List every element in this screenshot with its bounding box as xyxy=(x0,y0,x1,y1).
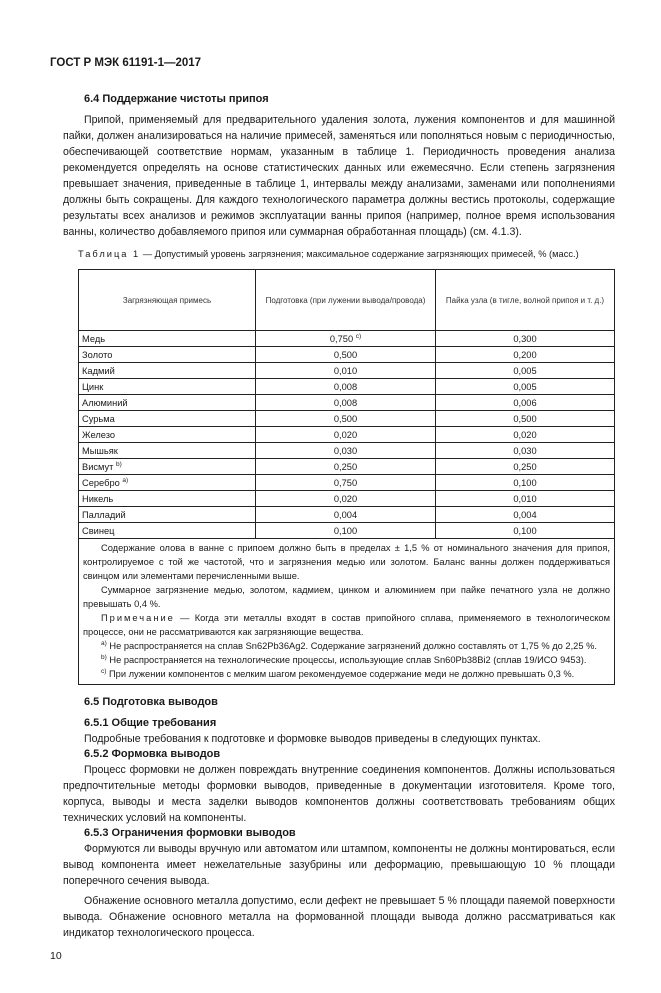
table-caption xyxy=(78,248,615,261)
value: 0,008 xyxy=(333,397,358,408)
footnote-mark: b) xyxy=(116,460,122,468)
table-row xyxy=(79,523,615,539)
contaminant-name xyxy=(79,507,256,523)
value: 0,750 xyxy=(329,333,354,344)
footnote-mark: c) xyxy=(101,667,107,675)
prep-value xyxy=(256,379,436,395)
contaminant-label: Золото xyxy=(82,349,113,360)
paragraph: Формуются ли выводы вручную или автоматом или штампом, компоненты не должны монтироваться, если вывод компонента имеет нежелательные зазубрины или деформацию, превышающую 10 % площади поперечного сечения вывода. xyxy=(63,843,615,887)
table-label: Таблица 1 xyxy=(78,249,141,259)
value: 0,750 xyxy=(333,477,358,488)
contaminant-name xyxy=(79,363,256,379)
table-row xyxy=(79,363,615,379)
contaminant-name xyxy=(79,411,256,427)
table-row xyxy=(79,443,615,459)
prep-value xyxy=(256,427,436,443)
table-notes xyxy=(79,539,615,685)
note: Содержание олова в ванне с припоем должно быть в пределах ± 1,5 % от номинального значения для припоя, контролируемое с той же частотой, что и загрязнения медью или золотом. Баланс ванны должен поддерживаться свинцом или элементами перечисленными выше. xyxy=(83,543,610,581)
value: 0,030 xyxy=(333,445,358,456)
section-title: 6.5 Подготовка выводов xyxy=(84,696,218,708)
solder-value: 0,010 xyxy=(436,491,615,507)
footnote-mark: c) xyxy=(355,332,362,340)
table-row xyxy=(79,331,615,347)
footnote-text: Не распространяется на технологические процессы, использующие сплав Sn60Pb38Bi2 (сплав 19/ИСО 9453). xyxy=(106,655,587,665)
value: 0,020 xyxy=(333,429,358,440)
footnote-b xyxy=(83,653,610,667)
prep-value xyxy=(256,475,436,491)
table-row xyxy=(79,491,615,507)
table-row xyxy=(79,411,615,427)
contaminant-label: Висмут xyxy=(82,461,114,472)
solder-value: 0,100 xyxy=(436,475,615,491)
prep-value xyxy=(256,443,436,459)
note: Суммарное загрязнение медью, золотом, кадмием, цинком и алюминием при пайке печатного узла не должно превышать 0,4 %. xyxy=(83,585,610,609)
note-text: — Когда эти металлы входят в состав припойного сплава, применяемого в технологическом процессе, они не рассматриваются как загрязняющие вещества. xyxy=(83,613,610,637)
prep-value xyxy=(256,523,436,539)
table-row xyxy=(79,475,615,491)
footnote-mark: a) xyxy=(122,476,129,484)
contaminant-name xyxy=(79,427,256,443)
solder-value: 0,005 xyxy=(436,363,615,379)
contaminant-name xyxy=(79,459,256,475)
value: 0,010 xyxy=(333,365,358,376)
contaminant-label: Мышьяк xyxy=(82,445,118,456)
footnote-text: При лужении компонентов с мелким шагом рекомендуемое содержание меди не должно превышать 0,3 %. xyxy=(106,669,575,679)
subsection-title: 6.5.1 Общие требования xyxy=(84,717,217,729)
table-row xyxy=(79,395,615,411)
section-6-4 xyxy=(63,92,615,240)
note-label: Примечание xyxy=(101,613,175,623)
value: 0,004 xyxy=(333,509,358,520)
page-number: 10 xyxy=(50,950,62,962)
footnote-mark: a) xyxy=(101,639,107,647)
prep-value xyxy=(256,411,436,427)
solder-value: 0,250 xyxy=(436,459,615,475)
contaminant-name xyxy=(79,395,256,411)
value: 0,250 xyxy=(333,461,358,472)
section-6-5 xyxy=(63,695,615,941)
contaminant-label: Железо xyxy=(82,429,116,440)
table-row xyxy=(79,459,615,475)
value: 0,008 xyxy=(333,381,358,392)
column-header: Загрязняющая примесь xyxy=(79,270,256,331)
value: 0,020 xyxy=(333,493,358,504)
column-header: Пайка узла (в тигле, волной припоя и т. д.) xyxy=(436,270,615,331)
contaminants-table xyxy=(78,269,615,685)
solder-value: 0,004 xyxy=(436,507,615,523)
contaminant-label: Кадмий xyxy=(82,365,115,376)
contaminant-name xyxy=(79,523,256,539)
paragraph: Обнажение основного металла допустимо, если дефект не превышает 5 % площади паяемой поверхности вывода. Обнажение основного металла на формованной площади вывода должно рассматриваться как индикатор технологического процесса. xyxy=(63,895,615,939)
contaminant-name xyxy=(79,491,256,507)
prep-value xyxy=(256,507,436,523)
prep-value xyxy=(256,363,436,379)
footnote-text: Не распространяется на сплав Sn62Pb36Ag2. Содержание загрязнений должно составлять от 1,75 % до 2,25 %. xyxy=(106,641,597,651)
contaminant-label: Сурьма xyxy=(82,413,115,424)
contaminant-label: Палладий xyxy=(82,509,126,520)
prep-value xyxy=(256,459,436,475)
section-title: 6.4 Поддержание чистоты припоя xyxy=(84,93,269,105)
contaminant-label: Никель xyxy=(82,493,114,504)
table-row xyxy=(79,507,615,523)
paragraph: Припой, применяемый для предварительного удаления золота, лужения компонентов и для машинной пайки, должен анализироваться на наличие примесей, заменяться или пополняться новым с периодичностью, обеспечивающей соответствие нормам, указанным в таблице 1. Периодичность проведения анализа рекомендуется определять на основе статистических данных или ежемесячно. Если степень загрязнения превышает значения, приведенные в таблице 1, интервалы между анализами, заменами или пополнениями должны быть сокращены. Для каждого технологического параметра должны вестись протоколы, содержащие результаты всех анализов и режимов эксплуатации ванны припоя (например, полное время использования ванны, количество добавляемого припоя или суммарная обработанная площадь) (см. 4.1.3). xyxy=(63,114,615,238)
prep-value xyxy=(256,347,436,363)
table-row xyxy=(79,427,615,443)
contaminant-label: Цинк xyxy=(82,381,104,392)
prep-value xyxy=(256,331,436,347)
subsection-title: 6.5.2 Формовка выводов xyxy=(84,748,221,760)
contaminant-name xyxy=(79,347,256,363)
contaminant-name xyxy=(79,379,256,395)
solder-value: 0,200 xyxy=(436,347,615,363)
solder-value: 0,005 xyxy=(436,379,615,395)
footnote-c xyxy=(83,667,610,681)
prep-value xyxy=(256,491,436,507)
subsection-title: 6.5.3 Ограничения формовки выводов xyxy=(84,827,296,839)
paragraph: Подробные требования к подготовке и формовке выводов приведены в следующих пунктах. xyxy=(84,733,541,745)
contaminant-label: Свинец xyxy=(82,525,115,536)
solder-value: 0,300 xyxy=(436,331,615,347)
contaminant-name xyxy=(79,443,256,459)
solder-value: 0,030 xyxy=(436,443,615,459)
contaminant-label: Серебро xyxy=(82,477,120,488)
note xyxy=(83,611,610,639)
value: 0,100 xyxy=(333,525,358,536)
solder-value: 0,500 xyxy=(436,411,615,427)
solder-value: 0,006 xyxy=(436,395,615,411)
contaminant-label: Медь xyxy=(82,333,106,344)
solder-value: 0,100 xyxy=(436,523,615,539)
solder-value: 0,020 xyxy=(436,427,615,443)
table-caption-text: — Допустимый уровень загрязнения; максимальное содержание загрязняющих примесей, % (масс.) xyxy=(140,249,579,259)
paragraph: Процесс формовки не должен повреждать внутренние соединения компонентов. Должны использоваться предпочтительные методы формовки выводов, приведенные в документации изготовителя. Кроме того, корпуса, выводы и места заделки выводов компонентов должны соответствовать требованиям общих технических условий на компоненты. xyxy=(63,764,615,824)
contaminant-label: Алюминий xyxy=(82,397,128,408)
value: 0,500 xyxy=(333,349,358,360)
table-row xyxy=(79,379,615,395)
contaminant-name xyxy=(79,475,256,491)
contaminant-name xyxy=(79,331,256,347)
table-row xyxy=(79,347,615,363)
footnote-mark: b) xyxy=(101,653,107,661)
document-header: ГОСТ Р МЭК 61191-1—2017 xyxy=(50,57,202,69)
prep-value xyxy=(256,395,436,411)
value: 0,500 xyxy=(333,413,358,424)
column-header: Подготовка (при лужении вывода/провода) xyxy=(256,270,436,331)
footnote-a xyxy=(83,639,610,653)
